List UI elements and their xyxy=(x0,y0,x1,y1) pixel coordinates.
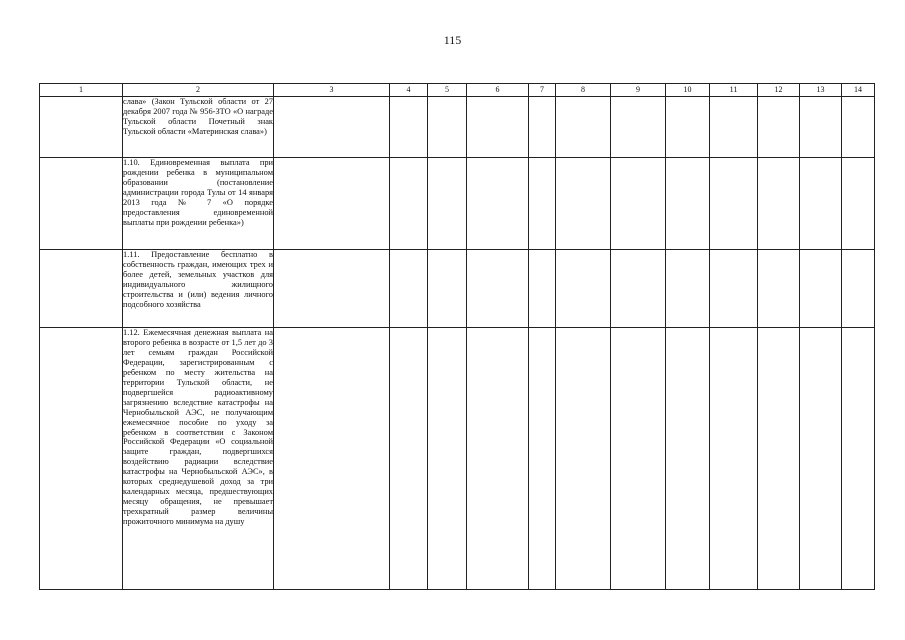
table-cell xyxy=(529,158,556,250)
table-cell xyxy=(666,158,710,250)
column-header-4: 4 xyxy=(390,84,428,97)
table-cell xyxy=(800,97,842,158)
table-cell xyxy=(666,250,710,328)
row-text-cell: слава» (Закон Тульской области от 27 декабря 2007 года № 956-ЗТО «О награде Тульской области Почетный знак Тульской области «Материнская слава») xyxy=(123,97,274,158)
table-cell xyxy=(556,97,611,158)
table-cell xyxy=(428,250,467,328)
data-table xyxy=(39,83,875,590)
table-cell xyxy=(529,250,556,328)
table-cell xyxy=(758,97,800,158)
row-text-cell: 1.11. Предоставление бесплатно в собственность граждан, имеющих трех и более детей, земельных участков для индивидуального жилищного строительства и (или) ведения личного подсобного хозяйства xyxy=(123,250,274,328)
table-row xyxy=(40,250,875,328)
table-cell xyxy=(758,328,800,590)
table-row xyxy=(40,328,875,590)
column-header-14: 14 xyxy=(842,84,875,97)
column-header-3: 3 xyxy=(274,84,390,97)
table-cell xyxy=(556,250,611,328)
column-header-13: 13 xyxy=(800,84,842,97)
table-cell xyxy=(842,250,875,328)
column-header-6: 6 xyxy=(467,84,529,97)
table-cell xyxy=(800,158,842,250)
table-cell xyxy=(40,328,123,590)
table-cell xyxy=(710,328,758,590)
table-cell xyxy=(40,250,123,328)
table-cell xyxy=(758,158,800,250)
table-cell xyxy=(710,158,758,250)
table-row xyxy=(40,97,875,158)
table-cell xyxy=(467,97,529,158)
table-cell xyxy=(428,97,467,158)
column-header-11: 11 xyxy=(710,84,758,97)
table-cell xyxy=(710,97,758,158)
table-cell xyxy=(274,97,390,158)
table-cell xyxy=(556,328,611,590)
table-cell xyxy=(40,97,123,158)
table-cell xyxy=(666,328,710,590)
table-cell xyxy=(758,250,800,328)
table-cell xyxy=(274,328,390,590)
table-cell xyxy=(467,328,529,590)
column-header-10: 10 xyxy=(666,84,710,97)
table-cell xyxy=(842,158,875,250)
table-cell xyxy=(666,97,710,158)
column-header-2: 2 xyxy=(123,84,274,97)
table-cell xyxy=(467,158,529,250)
table-cell xyxy=(390,328,428,590)
table-cell xyxy=(274,250,390,328)
table-row xyxy=(40,158,875,250)
table-cell xyxy=(611,250,666,328)
column-header-7: 7 xyxy=(529,84,556,97)
column-header-1: 1 xyxy=(40,84,123,97)
table-cell xyxy=(390,97,428,158)
table-cell xyxy=(390,250,428,328)
page-number: 115 xyxy=(443,33,462,47)
table-cell xyxy=(710,250,758,328)
header-row xyxy=(40,84,875,97)
table-cell xyxy=(800,328,842,590)
table-cell xyxy=(529,97,556,158)
table-cell xyxy=(390,158,428,250)
column-header-8: 8 xyxy=(556,84,611,97)
row-text-cell: 1.10. Единовременная выплата при рождении ребенка в муниципальном образовании (постановление администрации города Тулы от 14 января 2013 года № 7 «О порядке предоставления единовременной выплаты при рождении ребенка») xyxy=(123,158,274,250)
table-cell xyxy=(428,328,467,590)
table-cell xyxy=(556,158,611,250)
column-header-9: 9 xyxy=(611,84,666,97)
table-cell xyxy=(529,328,556,590)
table-cell xyxy=(800,250,842,328)
table-cell xyxy=(611,328,666,590)
table-cell xyxy=(274,158,390,250)
column-header-5: 5 xyxy=(428,84,467,97)
table-cell xyxy=(40,158,123,250)
table-cell xyxy=(467,250,529,328)
table-cell xyxy=(428,158,467,250)
column-header-12: 12 xyxy=(758,84,800,97)
table-cell xyxy=(611,97,666,158)
table-cell xyxy=(611,158,666,250)
table-cell xyxy=(842,328,875,590)
table-cell xyxy=(842,97,875,158)
row-text-cell: 1.12. Ежемесячная денежная выплата на второго ребенка в возрасте от 1,5 лет до 3 лет семьям граждан Российской Федерации, зарегистрированным с ребенком по месту жительства на территории Тульской области, не подвергшейся радиоактивному загрязнению вследствие катастрофы на Чернобыльской АЭС, не получающим ежемесячное пособие по уходу за ребенком в соответствии с Законом Российской Федерации «О социальной защите граждан, подвергшихся воздействию радиации вследствие катастрофы на Чернобыльской АЭС», в которых среднедушевой доход за три календарных месяца, предшествующих месяцу обращения, не превышает трехкратный размер величины прожиточного минимума на душу xyxy=(123,328,274,590)
